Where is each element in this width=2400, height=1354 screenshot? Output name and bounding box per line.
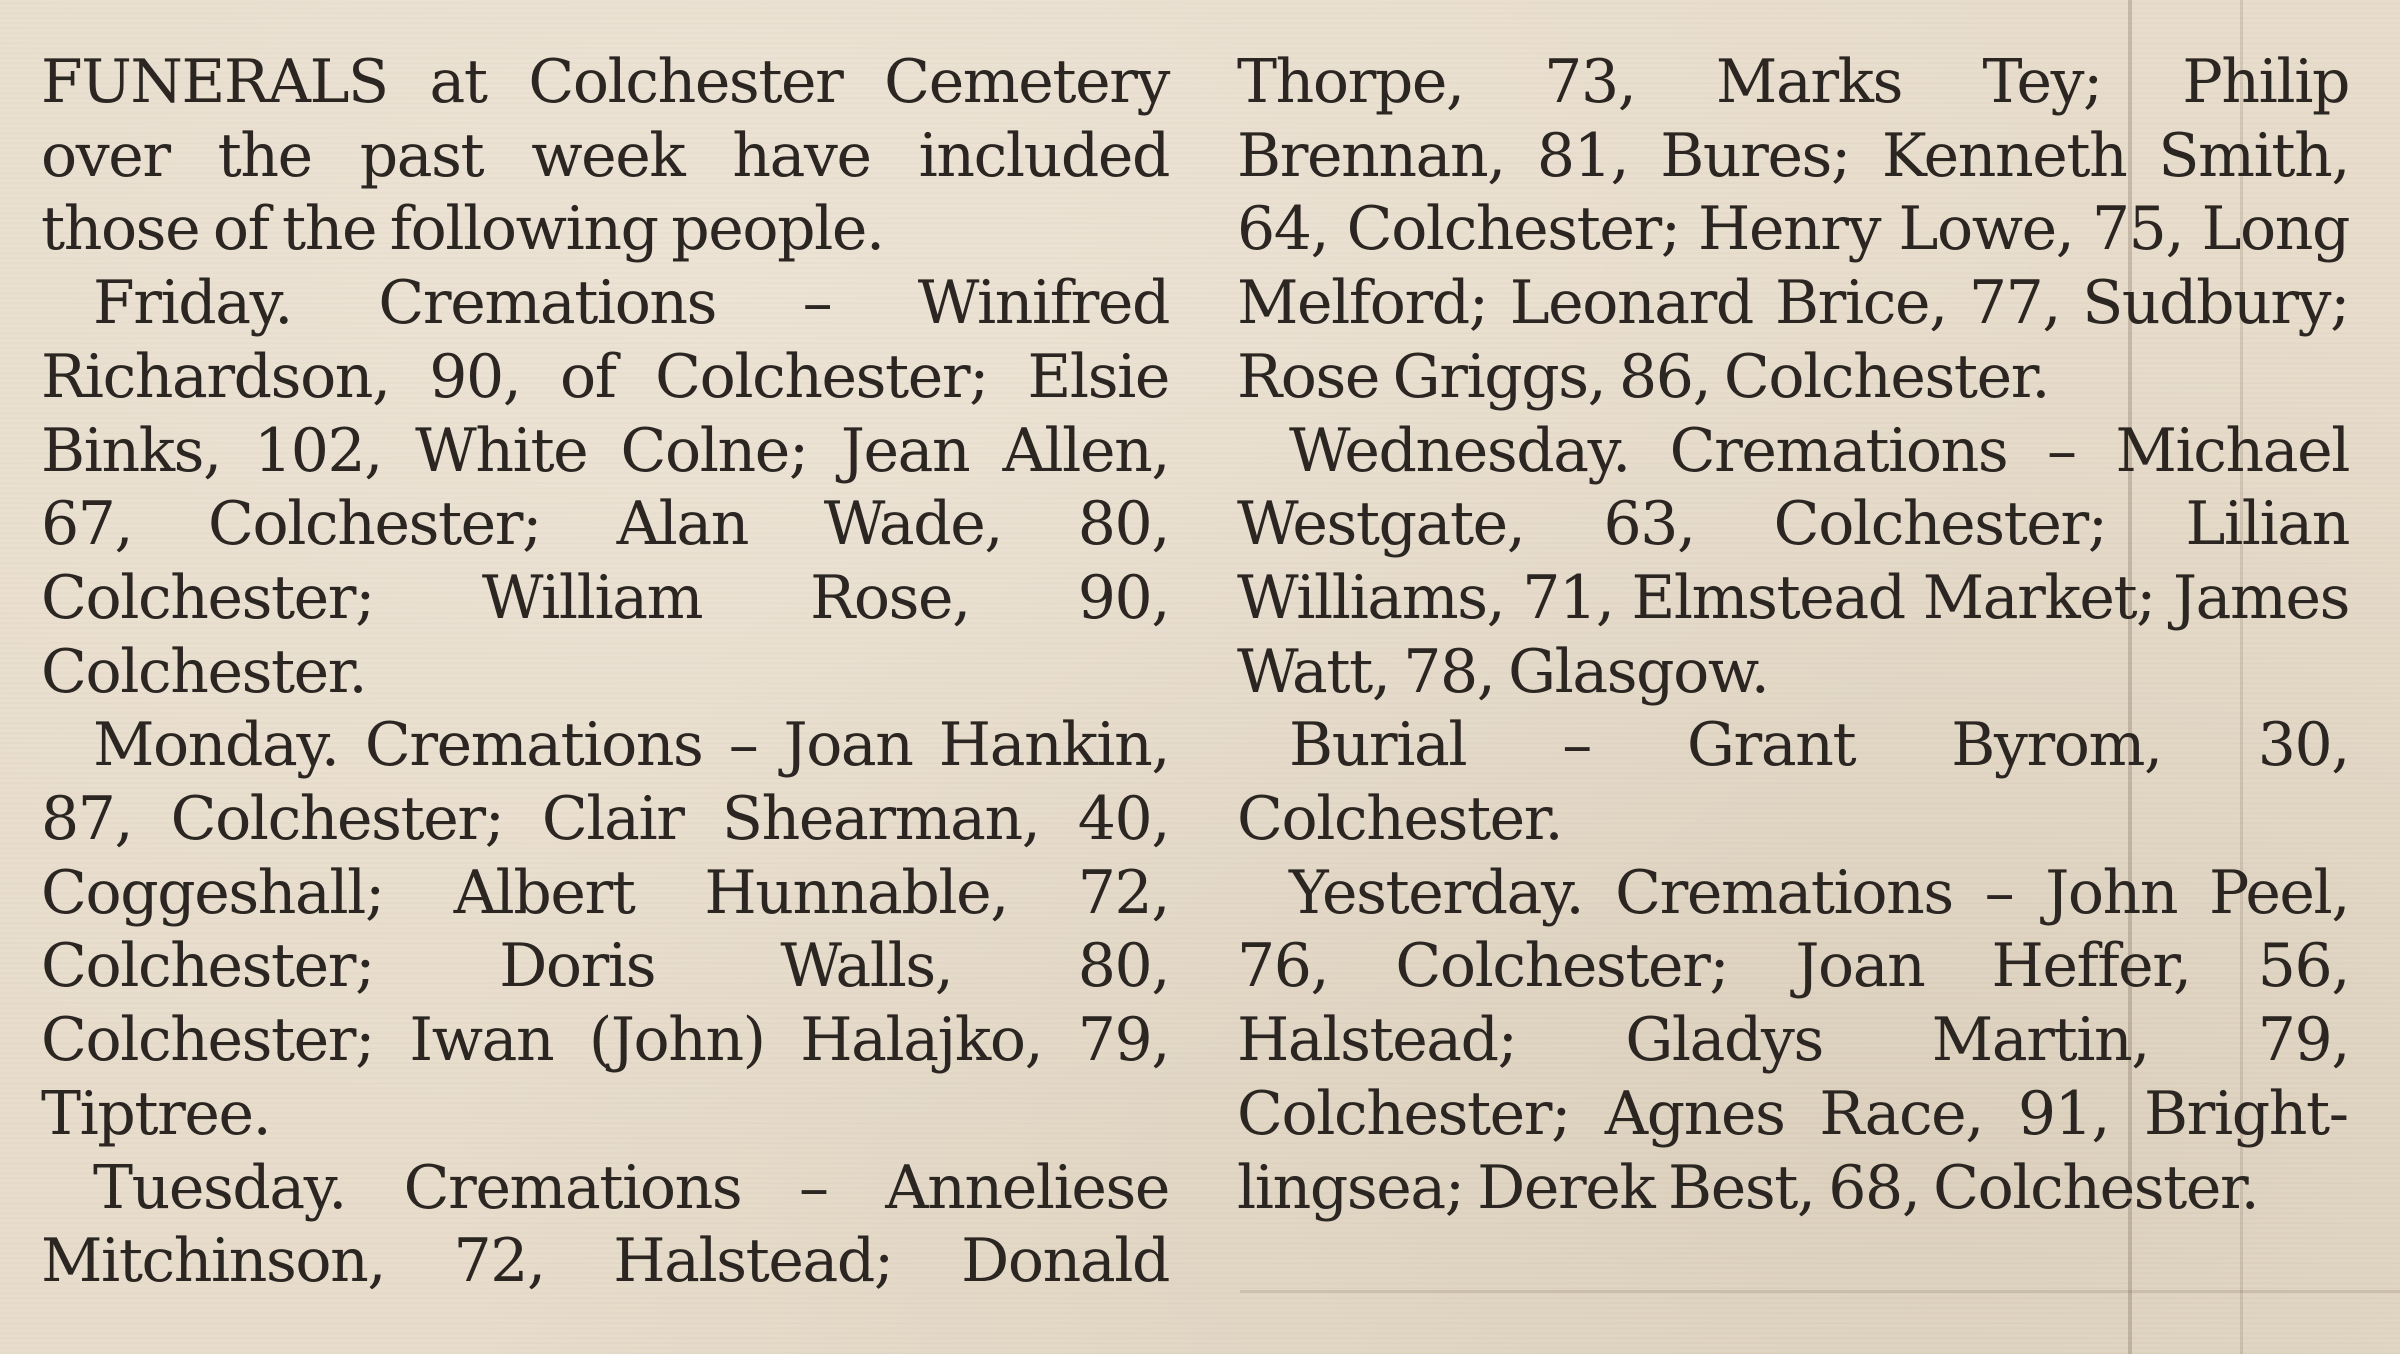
monday-paragraph: Monday. Cremations – Joan Hankin, 87, Colchester; Clair Shearman, 40, Coggeshall; Albert Hunnable, 72, Colchester; Doris Walls, 80, Colchester; Iwan (John) Halajko, 79, Tiptree.	[41, 710, 1169, 1149]
tuesday-paragraph: Tuesday. Cremations – Anneliese Mitchinson, 72, Halstead; Donald	[41, 1152, 1169, 1297]
intro-text: at Colchester Cemetery over the past week have included those of the following people.	[41, 47, 1169, 265]
left-column	[41, 46, 1169, 1299]
tuesday-continued-paragraph: Thorpe, 73, Marks Tey; Philip Brennan, 81, Bures; Kenneth Smith, 64, Colchester; Henry Lowe, 75, Long Melford; Leonard Brice, 77, Sudbury; Rose Griggs, 86, Colchester.	[1237, 47, 2349, 412]
intro-paragraph	[41, 46, 1169, 267]
friday-paragraph: Friday. Cremations – Winifred Richardson, 90, of Colchester; Elsie Binks, 102, White Colne; Jean Allen, 67, Colchester; Alan Wade, 80, Colchester; William Rose, 90, Colchester.	[41, 268, 1169, 707]
right-column	[1237, 46, 2349, 1225]
burial-paragraph: Burial – Grant Byrom, 30, Colchester.	[1237, 710, 2349, 855]
wednesday-paragraph: Wednesday. Cremations – Michael Westgate, 63, Colchester; Lilian Williams, 71, Elmstead Market; James Watt, 78, Glasgow.	[1237, 415, 2349, 707]
divider	[1240, 1290, 2400, 1293]
yesterday-paragraph: Yesterday. Cremations – John Peel, 76, Colchester; Joan Heffer, 56, Halstead; Gladys Martin, 79, Colchester; Agnes Race, 91, Brightlingsea; Derek Best, 68, Colchester.	[1237, 857, 2349, 1223]
intro-lead: FUNERALS	[41, 47, 388, 117]
